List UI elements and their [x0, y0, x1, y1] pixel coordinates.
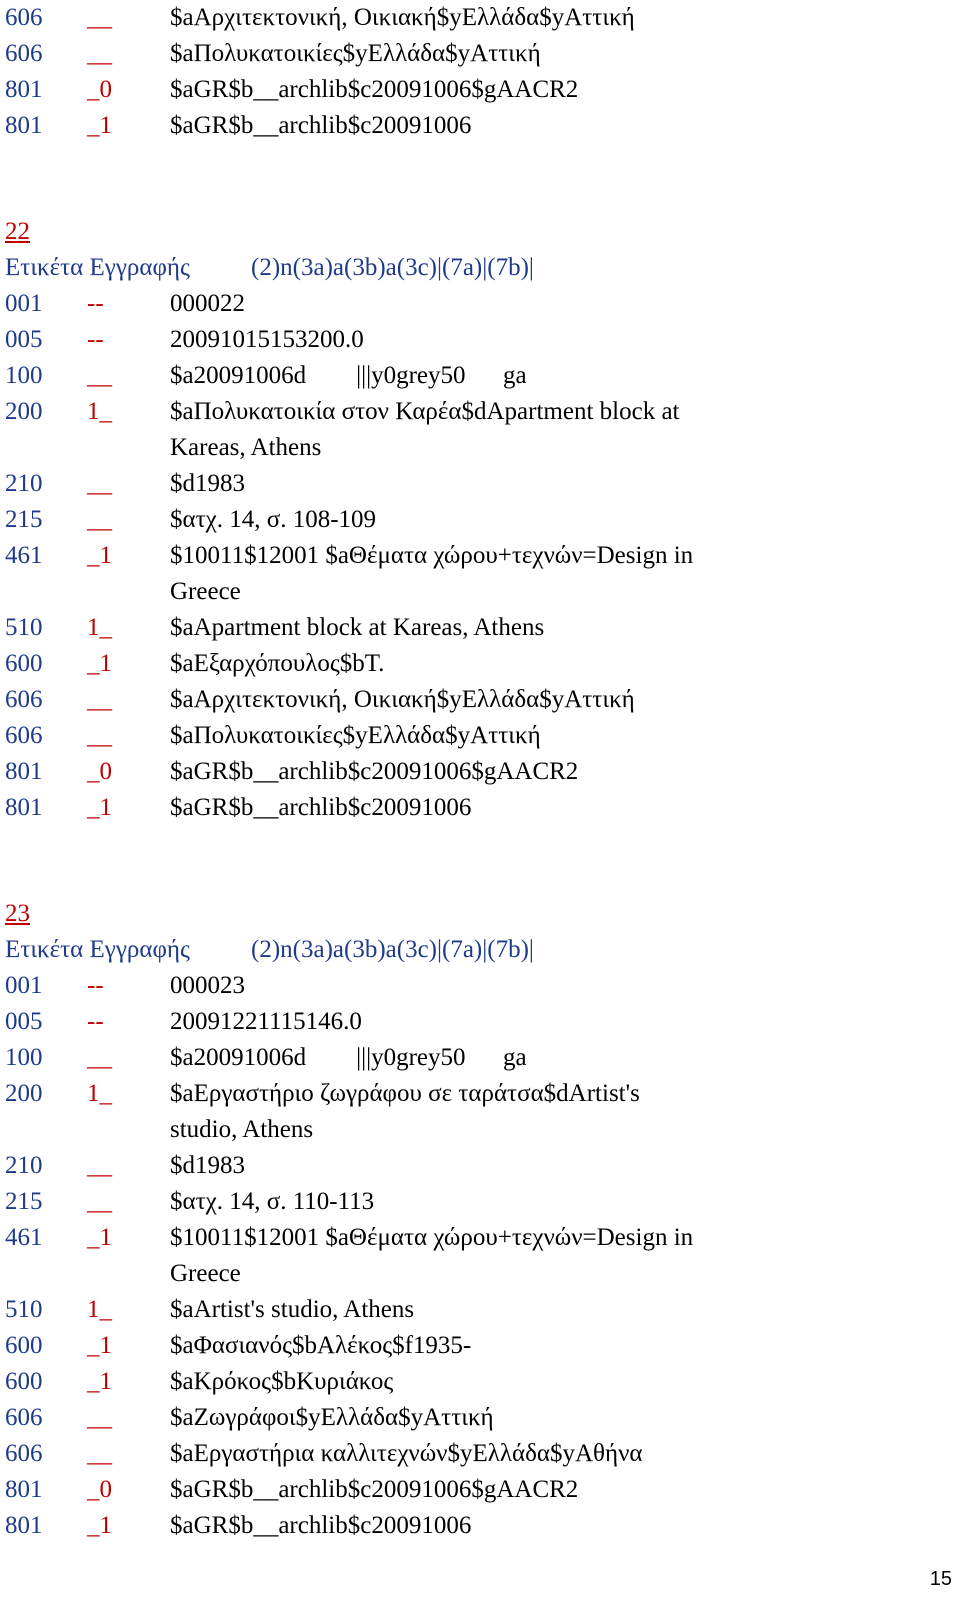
field-value: Greece — [170, 578, 241, 605]
field-value: $aΚρόκος$bΚυριάκος — [170, 1368, 394, 1395]
field-value: $aGR$b__archlib$c20091006 — [170, 1512, 472, 1539]
field-tag: 600 — [5, 650, 43, 677]
field-indicator: __ — [87, 470, 112, 497]
field-indicator: -- — [87, 326, 104, 353]
field-indicator: _0 — [87, 76, 112, 103]
field-indicator: __ — [87, 1404, 112, 1431]
field-indicator: __ — [87, 40, 112, 67]
field-value: $10011$12001 $aΘέματα χώρου+τεχνών=Design in — [170, 542, 694, 569]
field-value: $aGR$b__archlib$c20091006 — [170, 112, 472, 139]
field-value: 000023 — [170, 972, 245, 999]
field-value: $aΑρχιτεκτονική, Οικιακή$yΕλλάδα$yΑττική — [170, 686, 635, 713]
field-value: $aArtist's studio, Athens — [170, 1296, 415, 1323]
field-value: $aGR$b__archlib$c20091006$gAACR2 — [170, 758, 579, 785]
field-value: $aΕργαστήρια καλλιτεχνών$yΕλλάδα$yΑθήνα — [170, 1440, 643, 1467]
record-label-row — [5, 932, 945, 968]
field-value: $aΕξαρχόπουλος$bT. — [170, 650, 385, 677]
record-block — [5, 214, 945, 826]
field-indicator: _1 — [87, 1224, 112, 1251]
marc-field — [5, 72, 945, 108]
field-indicator: -- — [87, 1008, 104, 1035]
marc-field — [5, 754, 945, 790]
field-indicator: __ — [87, 362, 112, 389]
record-number: 22 — [5, 218, 30, 245]
field-tag: 801 — [5, 794, 43, 821]
field-indicator: _0 — [87, 1476, 112, 1503]
field-tag: 461 — [5, 542, 43, 569]
field-value: $aΠολυκατοικίες$yΕλλάδα$yΑττική — [170, 40, 541, 67]
marc-field — [5, 358, 945, 394]
field-tag: 606 — [5, 40, 43, 67]
field-tag: 200 — [5, 398, 43, 425]
field-tag: 215 — [5, 1188, 43, 1215]
field-tag: 801 — [5, 1512, 43, 1539]
field-indicator: _1 — [87, 650, 112, 677]
spacer — [5, 180, 945, 214]
field-tag: 801 — [5, 112, 43, 139]
marc-field — [5, 502, 945, 538]
marc-field — [5, 1436, 945, 1472]
marc-field — [5, 108, 945, 144]
field-value: $10011$12001 $aΘέματα χώρου+τεχνών=Design in — [170, 1224, 694, 1251]
marc-field — [5, 394, 945, 430]
record-label-code: (2)n(3a)a(3b)a(3c)|(7a)|(7b)| — [251, 254, 534, 281]
field-indicator: 1_ — [87, 1080, 112, 1107]
field-tag: 606 — [5, 4, 43, 31]
field-indicator: _1 — [87, 1512, 112, 1539]
field-tag: 600 — [5, 1368, 43, 1395]
marc-field — [5, 790, 945, 826]
marc-field — [5, 322, 945, 358]
field-tag: 801 — [5, 1476, 43, 1503]
field-value: $ατχ. 14, σ. 110-113 — [170, 1188, 375, 1215]
record-number: 23 — [5, 900, 30, 927]
field-value: $aΕργαστήριο ζωγράφου σε ταράτσα$dArtist's — [170, 1080, 640, 1107]
field-value: $a20091006d |||y0grey50 ga — [170, 1044, 527, 1071]
top-fields-block — [5, 0, 945, 144]
marc-field — [5, 646, 945, 682]
field-tag: 005 — [5, 1008, 43, 1035]
record-label-code: (2)n(3a)a(3b)a(3c)|(7a)|(7b)| — [251, 936, 534, 963]
field-tag: 210 — [5, 470, 43, 497]
field-value: $a20091006d |||y0grey50 ga — [170, 362, 527, 389]
field-indicator: __ — [87, 1440, 112, 1467]
field-tag: 801 — [5, 758, 43, 785]
marc-field — [5, 1508, 945, 1544]
spacer — [5, 144, 945, 180]
record-label-title: Ετικέτα Εγγραφής — [5, 254, 190, 281]
field-indicator: -- — [87, 290, 104, 317]
marc-field — [5, 1220, 945, 1256]
field-tag: 606 — [5, 722, 43, 749]
field-tag: 001 — [5, 972, 43, 999]
field-value: $aΠολυκατοικία στον Καρέα$dApartment block at — [170, 398, 680, 425]
document-page — [5, 0, 945, 1544]
field-indicator: _1 — [87, 542, 112, 569]
field-value: 000022 — [170, 290, 245, 317]
marc-field — [5, 1292, 945, 1328]
field-indicator: _1 — [87, 1368, 112, 1395]
spacer — [5, 862, 945, 896]
field-value: Kareas, Athens — [170, 434, 322, 461]
marc-field-continuation — [5, 1112, 945, 1148]
marc-field — [5, 1364, 945, 1400]
field-value: $aApartment block at Kareas, Athens — [170, 614, 545, 641]
marc-field-continuation — [5, 1256, 945, 1292]
field-tag: 600 — [5, 1332, 43, 1359]
field-indicator: __ — [87, 506, 112, 533]
field-tag: 606 — [5, 686, 43, 713]
field-value: $aΦασιανός$bΑλέκος$f1935- — [170, 1332, 472, 1359]
marc-field — [5, 968, 945, 1004]
marc-field — [5, 1184, 945, 1220]
field-value: $aΠολυκατοικίες$yΕλλάδα$yΑττική — [170, 722, 541, 749]
field-tag: 510 — [5, 614, 43, 641]
marc-field — [5, 466, 945, 502]
field-value: 20091221115146.0 — [170, 1008, 362, 1035]
spacer — [5, 826, 945, 862]
record-label-title: Ετικέτα Εγγραφής — [5, 936, 190, 963]
marc-field — [5, 1328, 945, 1364]
marc-field — [5, 718, 945, 754]
field-indicator: _1 — [87, 1332, 112, 1359]
field-indicator: -- — [87, 972, 104, 999]
marc-field — [5, 610, 945, 646]
field-tag: 001 — [5, 290, 43, 317]
marc-field — [5, 1472, 945, 1508]
field-tag: 200 — [5, 1080, 43, 1107]
field-value: $aGR$b__archlib$c20091006$gAACR2 — [170, 76, 579, 103]
field-value: $aΖωγράφοι$yΕλλάδα$yΑττική — [170, 1404, 494, 1431]
field-indicator: __ — [87, 1188, 112, 1215]
field-indicator: 1_ — [87, 398, 112, 425]
field-indicator: _1 — [87, 794, 112, 821]
field-tag: 606 — [5, 1440, 43, 1467]
field-indicator: __ — [87, 1152, 112, 1179]
record-block — [5, 896, 945, 1544]
record-label-row — [5, 250, 945, 286]
field-indicator: 1_ — [87, 1296, 112, 1323]
marc-field — [5, 1148, 945, 1184]
marc-field — [5, 1076, 945, 1112]
field-indicator: _0 — [87, 758, 112, 785]
marc-field — [5, 538, 945, 574]
field-tag: 210 — [5, 1152, 43, 1179]
field-value: $d1983 — [170, 470, 245, 497]
field-tag: 606 — [5, 1404, 43, 1431]
field-indicator: __ — [87, 686, 112, 713]
field-indicator: __ — [87, 722, 112, 749]
field-tag: 100 — [5, 362, 43, 389]
field-value: $d1983 — [170, 1152, 245, 1179]
marc-field-continuation — [5, 430, 945, 466]
field-indicator: _1 — [87, 112, 112, 139]
marc-field-continuation — [5, 574, 945, 610]
field-value: 20091015153200.0 — [170, 326, 364, 353]
field-value: $aGR$b__archlib$c20091006$gAACR2 — [170, 1476, 579, 1503]
marc-field — [5, 36, 945, 72]
marc-field — [5, 682, 945, 718]
field-tag: 801 — [5, 76, 43, 103]
marc-field — [5, 286, 945, 322]
field-value: $aΑρχιτεκτονική, Οικιακή$yΕλλάδα$yΑττική — [170, 4, 635, 31]
field-value: $ατχ. 14, σ. 108-109 — [170, 506, 377, 533]
field-tag: 100 — [5, 1044, 43, 1071]
field-tag: 510 — [5, 1296, 43, 1323]
field-indicator: __ — [87, 1044, 112, 1071]
marc-field — [5, 0, 945, 36]
field-tag: 461 — [5, 1224, 43, 1251]
field-tag: 005 — [5, 326, 43, 353]
marc-field — [5, 1400, 945, 1436]
marc-field — [5, 1004, 945, 1040]
marc-field — [5, 1040, 945, 1076]
field-value: Greece — [170, 1260, 241, 1287]
field-tag: 215 — [5, 506, 43, 533]
field-indicator: 1_ — [87, 614, 112, 641]
field-indicator: __ — [87, 4, 112, 31]
field-value: studio, Athens — [170, 1116, 314, 1143]
field-value: $aGR$b__archlib$c20091006 — [170, 794, 472, 821]
page-number: 15 — [929, 1568, 952, 1590]
